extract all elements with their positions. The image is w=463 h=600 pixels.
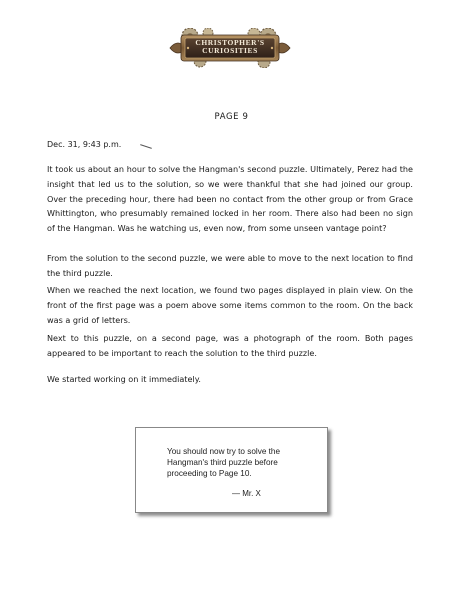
christophers-curiosities-logo [168,28,292,68]
instruction-note-box [135,427,328,513]
journal-paragraph-1: It took us about an hour to solve the Hangman's second puzzle. Ultimately, Perez had the insight that led us to the solution, so we were thankful that she had joined our group. Over the preceding hour, there had been no contact from the other group or from Grace Whittington, who presumably remained locked in her room. There also had been no sign of the Hangman. Was he watching us, even now, from some unseen vantage point? [47,164,413,234]
pen-mark [140,144,152,149]
page-title: PAGE 9 [214,112,249,122]
instruction-note-signature: — Mr. X [232,489,261,498]
journal-paragraph-2: From the solution to the second puzzle, we were able to move to the next location to find the third puzzle. [47,253,413,278]
journal-paragraph-3: When we reached the next location, we found two pages displayed in plain view. On the front of the first page was a poem above some items common to the room. On the back was a grid of letters. [47,285,413,325]
journal-dateline: Dec. 31, 9:43 p.m. [47,140,122,149]
logo-line-1: CHRISTOPHER'S [195,38,265,47]
journal-paragraph-4: Next to this puzzle, on a second page, was a photograph of the room. Both pages appeared to be important to reach the solution to the third puzzle. [47,333,413,358]
logo-text [188,39,272,56]
instruction-note-text: You should now try to solve the Hangman's third puzzle before proceeding to Page 10. [167,447,281,478]
journal-paragraph-5: We started working on it immediately. [47,374,201,384]
logo-line-2: CURIOSITIES [202,46,258,56]
